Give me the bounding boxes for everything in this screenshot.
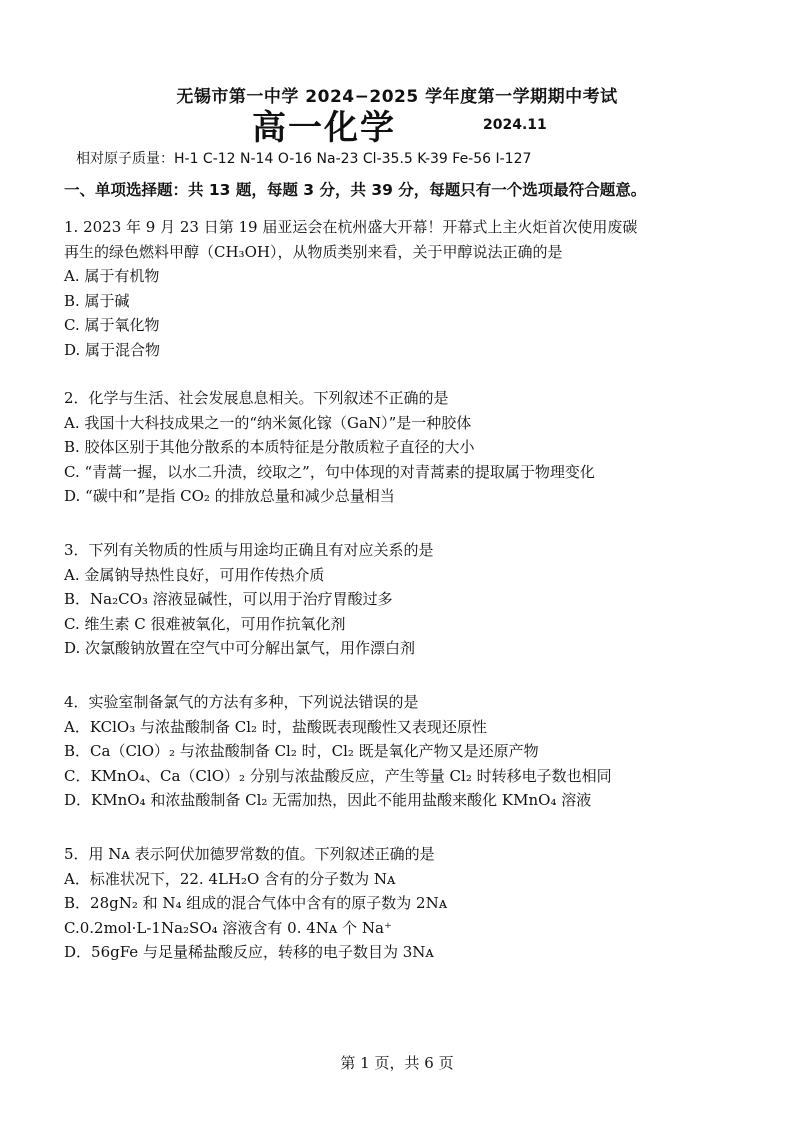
question-4-stem: 4．实验室制备氯气的方法有多种，下列说法错误的是 bbox=[64, 693, 419, 711]
question-3 bbox=[64, 538, 744, 661]
section-title: 一、单项选择题：共 13 题，每题 3 分，共 39 分，每题只有一个选项最符合题意。 bbox=[64, 181, 647, 199]
question-2-stem: 2．化学与生活、社会发展息息相关。下列叙述不正确的是 bbox=[64, 389, 449, 407]
page-footer: 第 1 页，共 6 页 bbox=[340, 1054, 454, 1072]
subject-title: 高一化学 bbox=[252, 108, 396, 148]
question-4-option-a: A．KClO₃ 与浓盐酸制备 Cl₂ 时，盐酸既表现酸性又表现还原性 bbox=[64, 717, 487, 736]
question-5-stem: 5．用 Nᴀ 表示阿伏加德罗常数的值。下列叙述正确的是 bbox=[64, 845, 435, 863]
question-2-option-a: A. 我国十大科技成果之一的“纳米氮化镓（GaN）”是一种胶体 bbox=[64, 413, 472, 432]
question-1-stem-line-2: 再生的绿色燃料甲醇（CH₃OH），从物质类别来看，关于甲醇说法正确的是 bbox=[64, 242, 563, 261]
question-1 bbox=[64, 215, 744, 362]
question-2 bbox=[64, 386, 744, 509]
question-3-option-c: C. 维生素 C 很难被氧化，可用作抗氧化剂 bbox=[64, 614, 346, 633]
question-5 bbox=[64, 842, 744, 965]
question-3-option-d: D. 次氯酸钠放置在空气中可分解出氯气，用作漂白剂 bbox=[64, 639, 416, 657]
question-4-option-d: D．KMnO₄ 和浓盐酸制备 Cl₂ 无需加热，因此不能用盐酸来酸化 KMnO₄ 溶液 bbox=[64, 791, 592, 809]
question-2-option-c: C. “青蒿一握，以水二升渍，绞取之”，句中体现的对青蒿素的提取属于物理变化 bbox=[64, 462, 595, 481]
question-1-option-c: C. 属于氧化物 bbox=[64, 316, 160, 334]
question-4-option-b: B．Ca（ClO）₂ 与浓盐酸制备 Cl₂ 时，Cl₂ 既是氧化产物又是还原产物 bbox=[64, 742, 539, 760]
exam-date: 2024.11 bbox=[483, 117, 547, 133]
question-5-option-b: B．28gN₂ 和 N₄ 组成的混合气体中含有的原子数为 2Nᴀ bbox=[64, 894, 448, 912]
question-4 bbox=[64, 690, 744, 813]
question-3-stem: 3．下列有关物质的性质与用途均正确且有对应关系的是 bbox=[64, 541, 434, 559]
question-5-option-a: A．标准状况下，22. 4LH₂O 含有的分子数为 Nᴀ bbox=[64, 869, 396, 888]
question-1-option-d: D. 属于混合物 bbox=[64, 340, 161, 359]
question-3-option-b: B．Na₂CO₃ 溶液显碱性，可以用于治疗胃酸过多 bbox=[64, 590, 393, 608]
question-1-option-b: B. 属于碱 bbox=[64, 291, 130, 310]
question-4-option-c: C．KMnO₄、Ca（ClO）₂ 分别与浓盐酸反应，产生等量 Cl₂ 时转移电子数也相同 bbox=[64, 766, 612, 785]
question-2-option-b: B. 胶体区别于其他分散系的本质特征是分散质粒子直径的大小 bbox=[64, 438, 475, 456]
school-exam-title: 无锡市第一中学 2024−2025 学年度第一学期期中考试 bbox=[176, 87, 618, 107]
question-3-option-a: A. 金属钠导热性良好，可用作传热介质 bbox=[64, 565, 325, 584]
question-1-option-a: A. 属于有机物 bbox=[64, 267, 160, 285]
question-2-option-d: D. “碳中和”是指 CO₂ 的排放总量和减少总量相当 bbox=[64, 487, 395, 505]
question-5-option-d: D．56gFe 与足量稀盐酸反应，转移的电子数目为 3Nᴀ bbox=[64, 943, 434, 961]
atomic-masses: 相对原子质量：H-1 C-12 N-14 O-16 Na-23 Cl-35.5 K-39 Fe-56 I-127 bbox=[76, 151, 532, 167]
question-5-option-c: C.0.2mol·L-1Na₂SO₄ 溶液含有 0. 4Nᴀ 个 Na⁺ bbox=[64, 918, 392, 937]
question-1-stem-line-1: 1. 2023 年 9 月 23 日第 19 届亚运会在杭州盛大开幕！开幕式上主火炬首次使用废碳 bbox=[64, 218, 638, 236]
